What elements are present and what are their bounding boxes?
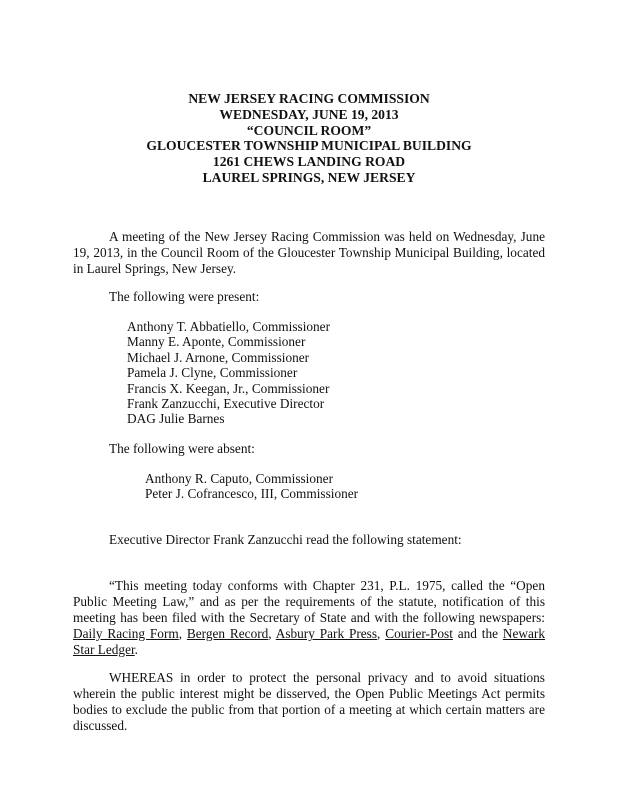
heading-line-date: WEDNESDAY, JUNE 19, 2013 [219,106,399,122]
list-item: Anthony T. Abbatiello, Commissioner [127,319,331,334]
newspaper-name: Bergen Record [186,626,269,641]
list-item: Manny E. Aponte, Commissioner [127,334,306,350]
whereas-text: WHEREAS in order to protect the personal privacy and to avoid situations wherein the public interest might be disserved, the Open Public Meetings Act permits bodies to exclude the public from that portion of a meeting at which certain matters are discussed. [73,670,545,733]
whereas-paragraph [73,670,545,734]
newspaper-name: Daily Racing Form [73,626,179,641]
list-item: Michael J. Arnone, Commissioner [127,349,310,365]
list-item: Frank Zanzucchi, Executive Director [127,395,325,411]
newspaper-name: Newark Star Ledger [73,626,545,657]
heading-line-city: LAUREL SPRINGS, NEW JERSEY [202,169,416,185]
statement-body: “This meeting today conforms with Chapter 231, P.L. 1975, called the “Open Public Meeting Law,” and as per the requirements of the statute, notification of this meeting has been filed with the Secretary of State and with the following newspapers: [73,578,545,625]
intro-text: A meeting of the New Jersey Racing Commission was held on Wednesday, June 19, 2013, in the Council Room of the Gloucester Township Municipal Building, located in Laurel Springs, New Jersey. [73,229,545,276]
list-item: Anthony R. Caputo, Commissioner [145,471,334,486]
statement-paragraph [73,578,545,658]
statement-intro: Executive Director Frank Zanzucchi read the following statement: [109,532,462,547]
statement-text [73,578,545,658]
list-item: Francis X. Keegan, Jr., Commissioner [127,380,330,396]
heading-line-street: 1261 CHEWS LANDING ROAD [212,154,406,170]
intro-paragraph [73,229,545,277]
separator: , [377,626,386,641]
document-heading [0,91,618,186]
statement-end: . [134,642,138,657]
heading-line-commission: NEW JERSEY RACING COMMISSION [188,91,430,106]
newspaper-name: Courier-Post [385,626,453,641]
absent-list [145,471,358,502]
list-item: Peter J. Cofrancesco, III, Commissioner [145,486,359,502]
absent-label: The following were absent: [109,441,255,456]
separator: , [178,626,187,641]
separator: , [268,626,276,641]
present-list [127,319,330,427]
heading-line-building: GLOUCESTER TOWNSHIP MUNICIPAL BUILDING [146,138,472,154]
separator: and the [452,626,503,641]
newspaper-name: Asbury Park Press [275,626,378,641]
list-item: DAG Julie Barnes [127,411,225,427]
present-label: The following were present: [109,289,260,304]
list-item: Pamela J. Clyne, Commissioner [127,365,298,381]
heading-line-room: “COUNCIL ROOM” [246,122,372,138]
